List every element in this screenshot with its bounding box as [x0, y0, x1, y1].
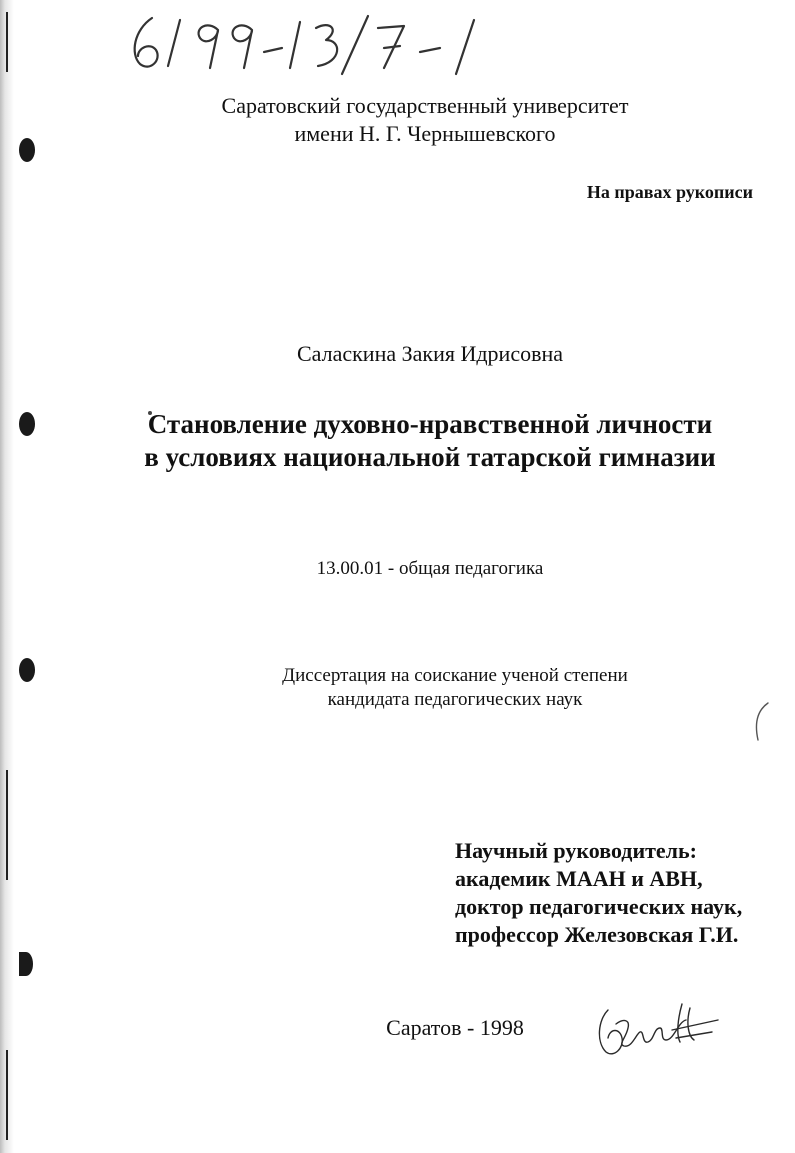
binder-hole: [19, 658, 35, 682]
dissertation-title: [140, 408, 720, 474]
university-line: Саратовский государственный университет: [221, 93, 629, 118]
author-name: Саласкина Закия Идрисовна: [296, 341, 564, 366]
scan-edge-line: [6, 770, 8, 880]
manuscript-rights-note: На правах рукописи: [586, 182, 753, 202]
scan-edge-line: [6, 12, 8, 72]
supervisor-line: профессор Железовская Г.И.: [455, 922, 739, 947]
binder-hole: [19, 138, 35, 162]
degree-statement: [180, 664, 730, 712]
university-name: [170, 92, 680, 148]
supervisor-line: академик МААН и АВН,: [455, 866, 703, 891]
handwritten-signature: [594, 998, 724, 1062]
university-line: имени Н. Г. Чернышевского: [294, 121, 556, 146]
scientific-supervisor: [455, 837, 742, 949]
specialty-code: 13.00.01 - общая педагогика: [316, 558, 544, 579]
supervisor-line: доктор педагогических наук,: [455, 894, 743, 919]
title-line: в условиях национальной татарской гимназии: [144, 442, 716, 472]
city-and-year: Саратов - 1998: [386, 1015, 524, 1040]
binder-hole: [19, 412, 35, 436]
scan-edge-line: [6, 1050, 8, 1140]
margin-pencil-mark: [752, 700, 772, 746]
degree-line: кандидата педагогических наук: [327, 689, 583, 710]
title-line: Становление духовно-нравственной личности: [147, 409, 713, 439]
scan-binding-edge: [0, 0, 14, 1153]
degree-line: Диссертация на соискание ученой степени: [282, 665, 628, 686]
handwritten-archive-number: [122, 8, 522, 76]
binder-hole: [19, 952, 33, 976]
supervisor-line: Научный руководитель:: [455, 838, 697, 863]
